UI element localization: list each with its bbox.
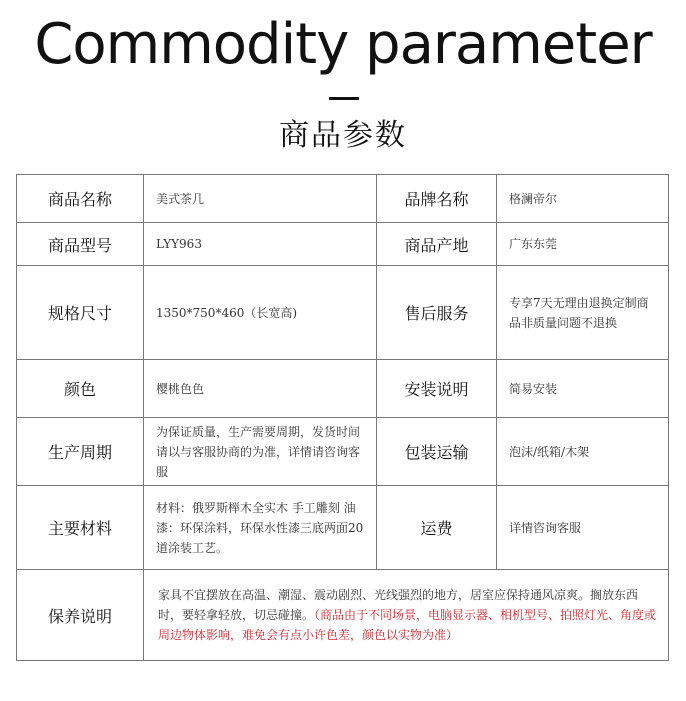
care-label: 保养说明: [17, 570, 144, 661]
param-value: LYY963: [144, 223, 377, 266]
table-row: [17, 486, 669, 570]
param-label: 运费: [377, 486, 497, 570]
table-row: [17, 266, 669, 360]
table-row: [17, 570, 669, 661]
title-english: Commodity parameter: [34, 12, 652, 77]
param-value: 为保证质量，生产需要周期，发货时间请以与客服协商的为准，详情请咨询客服: [144, 418, 377, 486]
param-value: 美式茶几: [144, 175, 377, 223]
param-label: 安装说明: [377, 360, 497, 418]
param-value: 泡沫/纸箱/木架: [497, 418, 669, 486]
param-label: 包装运输: [377, 418, 497, 486]
param-label: 生产周期: [17, 418, 144, 486]
table-row: [17, 223, 669, 266]
table-row: [17, 360, 669, 418]
param-label: 售后服务: [377, 266, 497, 360]
param-value: 简易安装: [497, 360, 669, 418]
param-label: 主要材料: [17, 486, 144, 570]
param-label: 规格尺寸: [17, 266, 144, 360]
param-label: 商品型号: [17, 223, 144, 266]
param-value: 1350*750*460（长宽高): [144, 266, 377, 360]
param-label: 商品产地: [377, 223, 497, 266]
param-value: 专享7天无理由退换定制商品非质量问题不退换: [497, 266, 669, 360]
care-content: [144, 570, 669, 661]
table-row: [17, 418, 669, 486]
title-divider: [329, 97, 359, 100]
param-label: 品牌名称: [377, 175, 497, 223]
table-row: [17, 175, 669, 223]
title-chinese: 商品参数: [279, 118, 407, 153]
param-value: 详情咨询客服: [497, 486, 669, 570]
param-value: 材料：俄罗斯榉木全实木 手工雕刻 油漆：环保涂料，环保水性漆三底两面20道涂装工艺。: [144, 486, 377, 570]
param-label: 颜色: [17, 360, 144, 418]
param-value: 樱桃色色: [144, 360, 377, 418]
care-text: 家具不宜摆放在高温、潮湿、震动剧烈、光线强烈的地方，居室应保持通风凉爽。搁放东西时，要轻拿轻放，切忌碰撞。: [158, 588, 639, 622]
param-value: 格澜帝尔: [497, 175, 669, 223]
parameter-table: [16, 174, 669, 661]
param-value: 广东东莞: [497, 223, 669, 266]
color-disclaimer: （商品由于不同场景，电脑显示器、相机型号、拍照灯光、角度或周边物体影响，难免会有点小许色差，颜色以实物为准）: [158, 608, 657, 642]
param-label: 商品名称: [17, 175, 144, 223]
